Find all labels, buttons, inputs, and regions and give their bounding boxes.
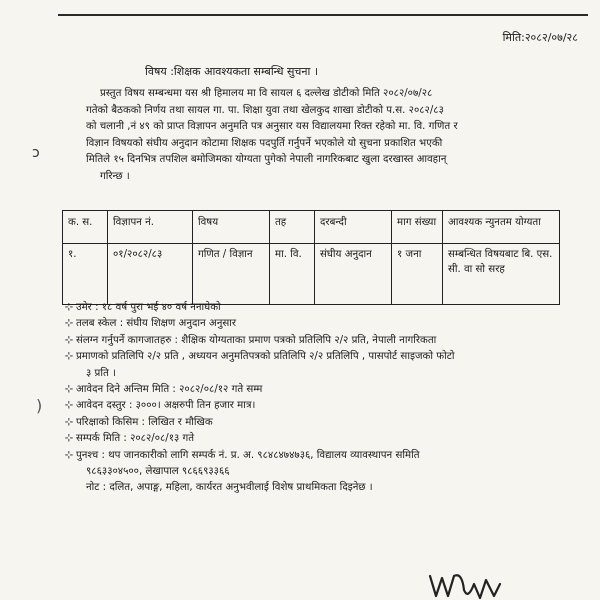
vacancy-table: [62, 210, 560, 305]
list-item-continuation: ३ प्रति ।: [86, 367, 116, 379]
notice-date: मिति:२०८२/०७/२८: [502, 31, 578, 44]
body-line: गतेको बैठकको निर्णय तथा सायल गा. पा. शिक्षा युवा तथा खेलकुद शाखा डोटीको प.स. २०८२/८३: [86, 104, 444, 116]
cell-quota: संघीय अनुदान: [315, 244, 392, 305]
priority-note: नोट : दलित, अपाङ्ग, महिला, कार्यरत अनुभवीलाई विशेष प्राथमिकता दिइनेछ ।: [86, 482, 373, 494]
header-level: तह: [270, 211, 315, 244]
list-item: ⊹ उमेर : १८ वर्ष पुरा भई ४० वर्ष ननाघेको: [62, 300, 582, 316]
header-demand: माग संख्या: [392, 211, 443, 244]
list-item-continuation: ९८६३३०४५००, लेखापाल ९८६६९३३६६: [86, 466, 230, 478]
bullet-icon: ⊹: [64, 334, 74, 346]
list-item: ⊹ सम्पर्क मिति : २०८२/०८/१३ गते: [62, 431, 582, 447]
cell-subject: गणित / विज्ञान: [193, 244, 270, 305]
list-item: ⊹ परिक्षाको किसिम : लिखित र मौखिक: [62, 415, 582, 431]
notice-subject: विषय :शिक्षक आवश्यकता सम्बन्धि सुचना ।: [145, 65, 319, 78]
table-row: [63, 244, 560, 305]
cell-demand: १ जना: [392, 244, 443, 305]
body-line: विज्ञान विषयको संघीय अनुदान कोटामा शिक्षक पदपुर्ति गर्नुपर्ने भएकोले यो सुचना प्रकाशित भएकी: [86, 137, 443, 149]
bullet-icon: ⊹: [64, 400, 74, 412]
signature-scribble: [428, 570, 508, 600]
bullet-icon: ⊹: [64, 416, 74, 428]
list-item: ⊹ आवेदन दिने अन्तिम मिति : २०८२/०८/१२ गते सम्म: [62, 382, 582, 398]
bullet-icon: ⊹: [64, 351, 74, 363]
table-header-row: [63, 211, 560, 244]
body-line: गरिन्छ ।: [100, 170, 130, 182]
list-item: ⊹ पुनश्च : थप जानकारीको लागि सम्पर्क नं. प्र. अ. ९८४८४७४७३६, विद्यालय व्यावस्थापन समिति: [62, 448, 582, 464]
body-line: प्रस्तुत विषय सम्बन्धमा यस श्री हिमालय मा वि सायल ६ दल्लेख डोटीको मिति २०८२/०७/२८: [100, 88, 433, 99]
bullet-icon: ⊹: [64, 433, 74, 445]
header-qualification: आवश्यक न्युनतम योग्यता: [443, 211, 560, 244]
bullet-icon: ⊹: [64, 449, 74, 461]
cell-level: मा. वि.: [270, 244, 315, 305]
cell-serial: १.: [63, 244, 108, 305]
header-subject: विषय: [193, 211, 270, 244]
header-quota: दरबन्दी: [315, 211, 392, 244]
body-line: मितिले १५ दिनभित्र तपशिल बमोजिमका योग्यता पुगेको नेपाली नागरिकबाट खुला दरखास्त आवहान्: [86, 154, 447, 166]
bullet-icon: ⊹: [64, 384, 74, 396]
cell-ad-number: ०१/२०८२/८३: [108, 244, 193, 305]
notice-body: [86, 86, 556, 186]
list-item: ⊹ आवेदन दस्तुर : ३०००। अक्षरुपी तिन हजार मात्र।: [62, 398, 582, 414]
list-item: ⊹ संलग्न गर्नुपर्ने कागजातहरु : शैक्षिक योग्यताका प्रमाण पत्रको प्रतिलिपि २/२ प्रति, नेपाली नागरिकता: [62, 333, 582, 349]
top-rule: [58, 14, 588, 16]
margin-bracket-mark: ↄ: [32, 145, 40, 161]
bullet-icon: ⊹: [64, 302, 74, 313]
list-item: ⊹ प्रमाणको प्रतिलिपि २/२ प्रति , अध्ययन अनुमतिपत्रको प्रतिलिपि २/२ प्रतिलिपि , पासपोर्ट साइजको फोटो: [62, 349, 582, 365]
header-serial: क. स.: [63, 211, 108, 244]
header-ad-number: विज्ञापन नं.: [108, 211, 193, 244]
margin-paren-mark: ): [36, 396, 43, 415]
body-line: को चलानी ,नं ४९ को प्राप्त विज्ञापन अनुमति पत्र अनुसार यस विद्यालयमा रिक्त रहेको मा. वि. गणित र: [86, 121, 458, 133]
requirements-list: [62, 300, 582, 497]
cell-qualification: सम्बन्धित विषयबाट बि. एस. सी. वा सो सरह: [443, 244, 560, 305]
list-item: ⊹ तलब स्केल : संघीय शिक्षण अनुदान अनुसार: [62, 316, 582, 332]
bullet-icon: ⊹: [64, 318, 74, 330]
